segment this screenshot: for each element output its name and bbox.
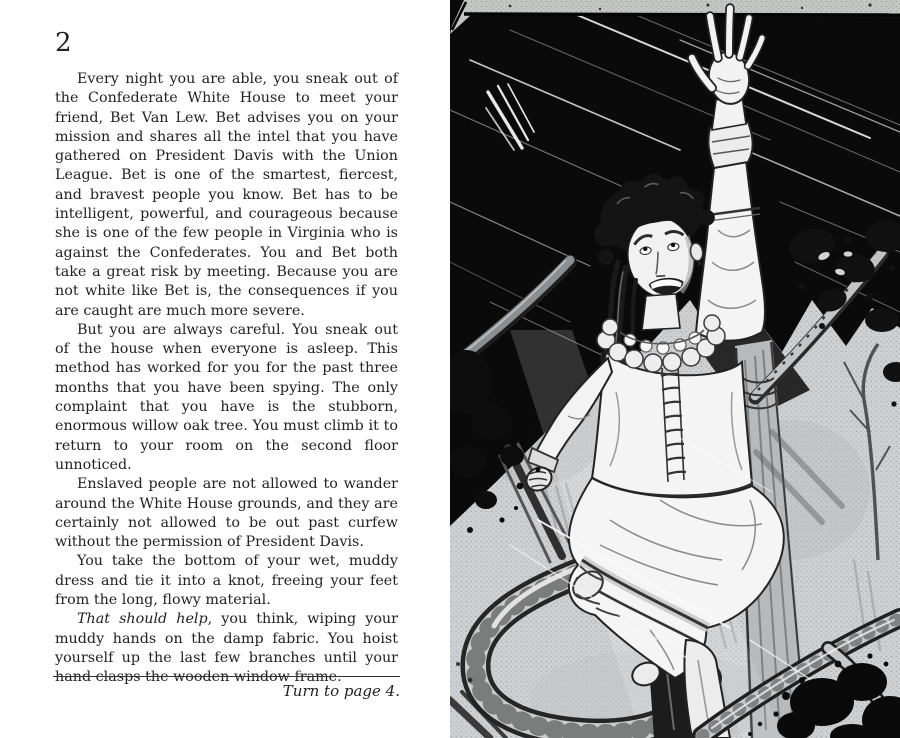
page-number: 2 [55, 28, 72, 58]
paragraph: That should help, you think, wiping your muddy hands on the damp fabric. You hoist yourself up the last few branches until your hand clasps the wooden window frame. [55, 611, 398, 686]
paragraph: Every night you are able, you sneak out of the Confederate White House to meet your friend, Bet Van Lew. Bet advises you on your mission and shares all the intel that you have gathered on President Davis with the Union League. Bet is one of the smartest, fiercest, and bravest people you know. Bet has to be intelligent, powerful, and courageous because she is one of the few people in Virginia who is against the Confederates. You and Bet both take a great risk by meeting. Because you are not white like Bet is, the consequences if you are caught are much more severe. [55, 71, 398, 319]
page-footer [53, 676, 400, 700]
bodice [590, 352, 754, 506]
night-tree-climb-illustration [450, 0, 900, 738]
illustration-page [450, 0, 900, 738]
paragraph: But you are always careful. You sneak out of the house when everyone is asleep. This method has worked for you for the past three months that you have been spying. The only complaint that you have is the stubborn, enormous willow oak tree. You must climb it to return to your room on the second floor unnoticed. [55, 321, 398, 473]
paragraph: Enslaved people are not allowed to wander around the White House grounds, and they are certainly not allowed to be out past curfew without the permission of President Davis. [55, 476, 398, 551]
paragraph: You take the bottom of your wet, muddy dress and tie it into a knot, freeing your feet from the long, flowy material. [55, 553, 398, 609]
italic-thought: That should help [77, 611, 208, 628]
neck [642, 294, 680, 330]
turn-instruction: Turn to page 4. [282, 682, 400, 700]
footer-rule [53, 676, 400, 677]
story-text [55, 70, 398, 688]
